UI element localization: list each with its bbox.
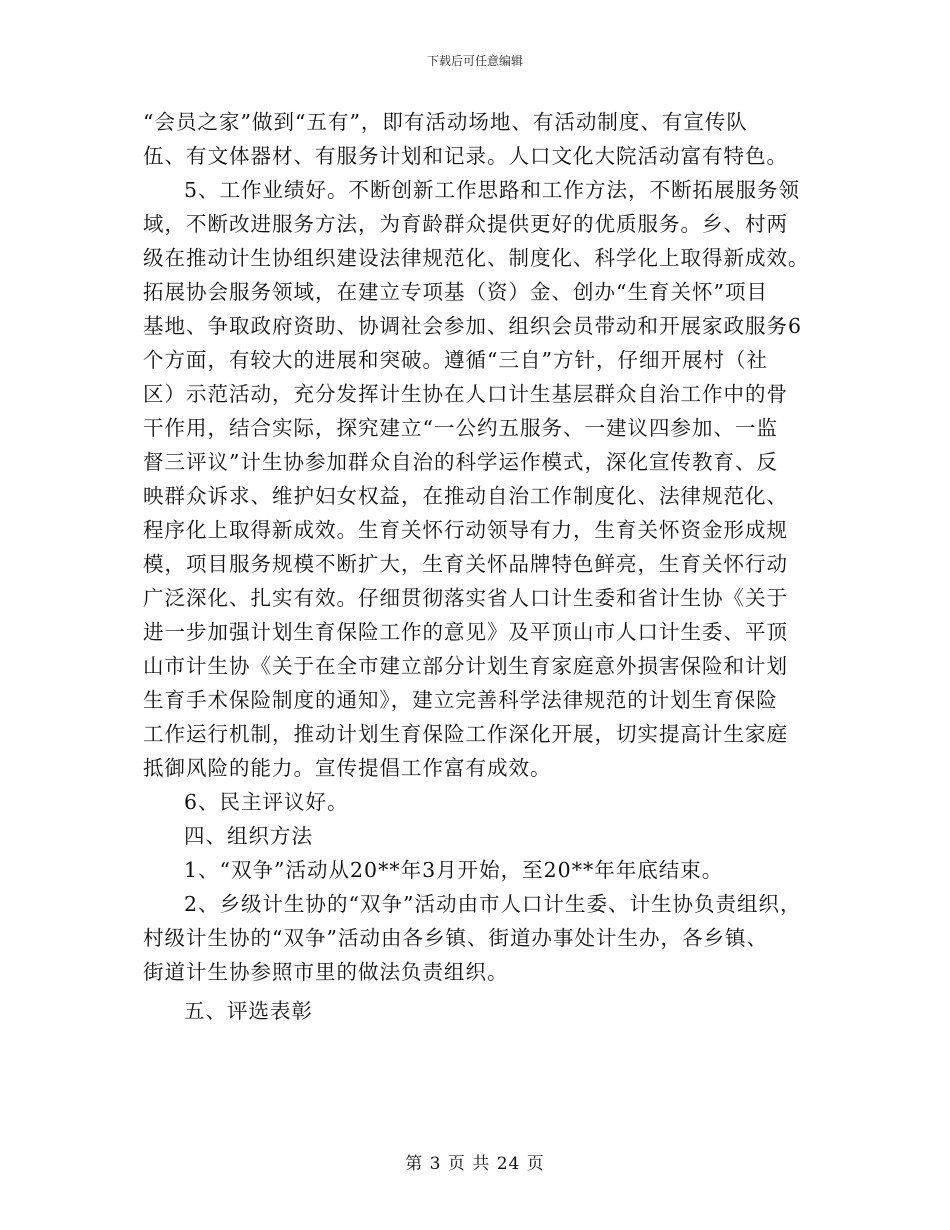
text-line: 拓展协会服务领域，在建立专项基（资）金、创办“生育关怀”项目: [143, 280, 768, 304]
section-item: 2、乡级计生协的“双争”活动由市人口计生委、计生协负责组织，: [184, 892, 802, 916]
document-body: [143, 105, 808, 1028]
text-line: 映群众诉求、维护妇女权益，在推动自治工作制度化、法律规范化、: [143, 484, 788, 508]
text-line: 村级计生协的“双争”活动由各乡镇、街道办事处计生办，各乡镇、: [143, 926, 768, 950]
text-line: 模，项目服务规模不断扩大，生育关怀品牌特色鲜亮，生育关怀行动: [143, 552, 788, 576]
text-line: 工作运行机制，推动计划生育保险工作深化开展，切实提高计生家庭: [143, 722, 788, 746]
text-line: 级在推动计生协组织建设法律规范化、制度化、科学化上取得新成效。: [143, 246, 810, 270]
text-line: 干作用，结合实际，探究建立“一公约五服务、一建议四参加、一监: [143, 416, 778, 440]
text-line: 山市计生协《关于在全市建立部分计划生育家庭意外损害保险和计划: [143, 654, 788, 678]
text-line: 伍、有文体器材、有服务计划和记录。人口文化大院活动富有特色。: [143, 144, 788, 168]
text-line: 广泛深化、扎实有效。仔细贯彻落实省人口计生委和省计生协《关于: [143, 586, 788, 610]
text-line: 程序化上取得新成效。生育关怀行动领导有力，生育关怀资金形成规: [143, 518, 788, 542]
text-line: 生育手术保险制度的通知》，建立完善科学法律规范的计划生育保险: [143, 688, 778, 712]
text-line: 基地、争取政府资助、协调社会参加、组织会员带动和开展家政服务6: [143, 314, 803, 338]
section-item: 6、民主评议好。: [184, 790, 349, 814]
section-heading: 四、组织方法: [184, 824, 313, 848]
text-line: 5、工作业绩好。不断创新工作思路和工作方法，不断拓展服务领: [184, 178, 801, 202]
text-line: 区）示范活动，充分发挥计生协在人口计生基层群众自治工作中的骨: [143, 382, 788, 406]
section-heading: 五、评选表彰: [184, 999, 313, 1023]
text-line: 进一步加强计划生育保险工作的意见》及平顶山市人口计生委、平顶: [143, 620, 788, 644]
text-line: 督三评议”计生协参加群众自治的科学运作模式，深化宣传教育、反: [143, 450, 778, 474]
page-number-footer: 第 3 页 共 24 页: [405, 1154, 545, 1174]
text-line: 域，不断改进服务方法，为育龄群众提供更好的优质服务。乡、村两: [143, 212, 788, 236]
text-line: 个方面，有较大的进展和突破。遵循“三自”方针，仔细开展村（社: [143, 348, 768, 372]
section-item: 1、“双争”活动从20**年3月开始，至20**年年底结束。: [184, 858, 724, 882]
text-line: “会员之家”做到“五有”，即有活动场地、有活动制度、有宣传队: [143, 110, 748, 134]
text-line: 街道计生协参照市里的做法负责组织。: [143, 960, 509, 984]
text-line: 抵御风险的能力。宣传提倡工作富有成效。: [143, 756, 552, 780]
page-header-note: 下载后可任意编辑: [426, 54, 523, 68]
